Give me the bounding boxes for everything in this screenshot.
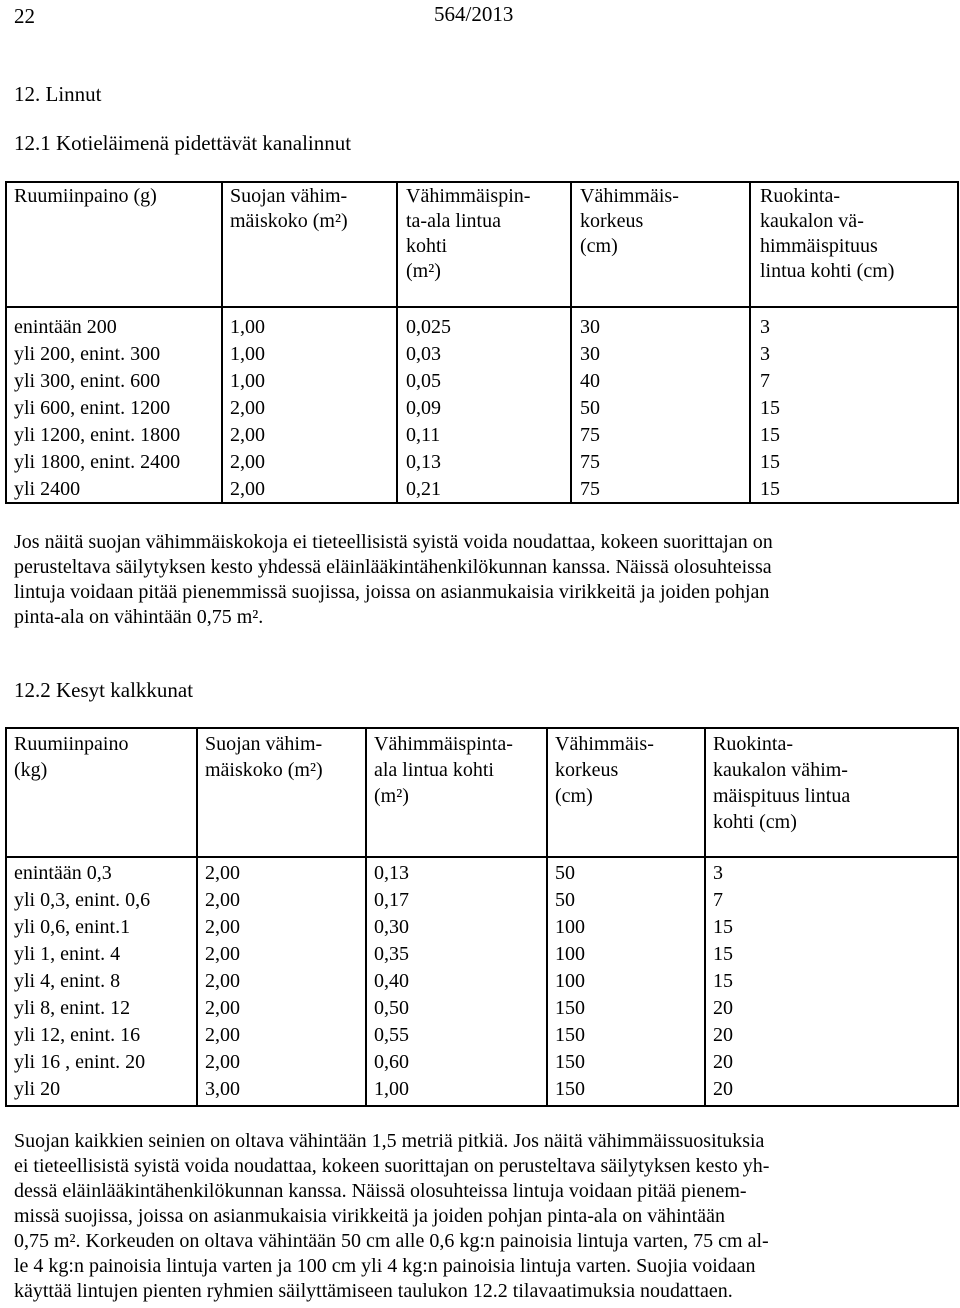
paragraph-line: dessä eläinlääkintähenkilökunnan kanssa. Näissä olosuhteissa lintuja voidaan pitää pienem- xyxy=(14,1180,747,1202)
table-cell: 0,03 xyxy=(406,343,441,365)
paragraph-line: missä suojissa, joissa on asianmukaisia virikkeitä ja joiden pohjan pinta-ala on vähintään xyxy=(14,1205,725,1227)
table-cell: 20 xyxy=(713,997,733,1019)
table-border xyxy=(570,181,572,504)
document-reference: 564/2013 xyxy=(434,2,514,26)
table-cell: 0,025 xyxy=(406,316,451,338)
table-cell: yli 4, enint. 8 xyxy=(14,970,121,992)
table-cell: yli 200, enint. 300 xyxy=(14,343,161,365)
table-cell: yli 1, enint. 4 xyxy=(14,943,121,965)
column-header: Vähimmäispinta- ala lintua kohti (m²) xyxy=(374,733,513,807)
table-cell: 100 xyxy=(555,943,585,965)
section-title-12-2: 12.2 Kesyt kalkkunat xyxy=(14,678,194,702)
table-cell: 2,00 xyxy=(205,997,240,1019)
table-cell: 3 xyxy=(760,316,770,338)
section1-note-paragraph xyxy=(14,530,956,630)
table-border xyxy=(5,856,959,858)
table-cell: 15 xyxy=(760,478,780,500)
table-cell: 0,13 xyxy=(406,451,441,473)
table-cell: 2,00 xyxy=(205,1051,240,1073)
table-cell: 0,09 xyxy=(406,397,441,419)
paragraph-line: le 4 kg:n painoisia lintuja varten ja 100 cm yli 4 kg:n painoisia lintuja varten. Suojia voidaan xyxy=(14,1255,756,1277)
table-border xyxy=(5,181,959,183)
column-header: Vähimmäispin- ta-ala lintua kohti (m²) xyxy=(406,185,531,282)
table-cell: 15 xyxy=(760,397,780,419)
paragraph-line: lintuja voidaan pitää pienemmissä suojissa, joissa on asianmukaisia virikkeitä ja joiden pohjan xyxy=(14,581,770,603)
table-cell: 1,00 xyxy=(374,1078,409,1100)
section-title-12-1: 12.1 Kotieläimenä pidettävät kanalinnut xyxy=(14,131,352,155)
column-header: Vähimmäis- korkeus (cm) xyxy=(555,733,654,807)
table-cell: 7 xyxy=(760,370,770,392)
table-border xyxy=(396,181,398,504)
table-cell: 50 xyxy=(580,397,600,419)
paragraph-line: ei tieteellisistä syistä voida noudattaa, kokeen suorittajan on perusteltava säilytyksen kesto yh- xyxy=(14,1155,770,1177)
column-header: Ruokinta- kaukalon vä- himmäispituus lintua kohti (cm) xyxy=(760,185,895,282)
table-border xyxy=(5,1105,959,1107)
table-cell: 0,13 xyxy=(374,862,409,884)
table-border xyxy=(5,727,7,1107)
table-cell: 75 xyxy=(580,478,600,500)
table-cell: 2,00 xyxy=(205,889,240,911)
table-cell: 0,17 xyxy=(374,889,409,911)
table-cell: 15 xyxy=(713,970,733,992)
table-cell: 2,00 xyxy=(205,943,240,965)
table-cell: 2,00 xyxy=(230,424,265,446)
paragraph-line: perusteltava säilytyksen kesto yhdessä eläinlääkintähenkilökunnan kanssa. Näissä olosuhteissa xyxy=(14,556,772,578)
table-cell: 150 xyxy=(555,997,585,1019)
table-cell: 20 xyxy=(713,1024,733,1046)
table-cell: 1,00 xyxy=(230,370,265,392)
table-cell: 50 xyxy=(555,862,575,884)
table-cell: 150 xyxy=(555,1078,585,1100)
table-cell: yli 600, enint. 1200 xyxy=(14,397,171,419)
page-number: 22 xyxy=(14,4,35,28)
table-cell: 2,00 xyxy=(230,478,265,500)
table-cell: 0,50 xyxy=(374,997,409,1019)
table-cell: 2,00 xyxy=(205,916,240,938)
paragraph-line: pinta-ala on vähintään 0,75 m². xyxy=(14,606,264,628)
table-cell: yli 2400 xyxy=(14,478,81,500)
table-border xyxy=(957,727,959,1107)
column-header: Ruumiinpaino (kg) xyxy=(14,733,129,781)
table-cell: yli 0,3, enint. 0,6 xyxy=(14,889,151,911)
table-cell: 15 xyxy=(713,943,733,965)
table-cell: 15 xyxy=(760,451,780,473)
column-header: Vähimmäis- korkeus (cm) xyxy=(580,185,679,257)
table-cell: 150 xyxy=(555,1051,585,1073)
table-cell: 15 xyxy=(713,916,733,938)
table-cell: 150 xyxy=(555,1024,585,1046)
table-border xyxy=(5,502,959,504)
table-cell: 40 xyxy=(580,370,600,392)
table-border xyxy=(365,727,367,1107)
table-border xyxy=(546,727,548,1107)
table-cell: enintään 200 xyxy=(14,316,117,338)
paragraph-line: 0,75 m². Korkeuden on oltava vähintään 50 cm alle 0,6 kg:n painoisia lintuja varten, 75 cm al- xyxy=(14,1230,769,1252)
paragraph-line: Jos näitä suojan vähimmäiskokoja ei tieteellisistä syistä voida noudattaa, kokeen suorittajan on xyxy=(14,531,773,553)
paragraph-line: Suojan kaikkien seinien on oltava vähintään 1,5 metriä pitkiä. Jos näitä vähimmäissuosituksia xyxy=(14,1130,765,1152)
table-cell: 0,21 xyxy=(406,478,441,500)
chapter-title: 12. Linnut xyxy=(14,82,102,106)
table-cell: 1,00 xyxy=(230,316,265,338)
table-cell: 0,05 xyxy=(406,370,441,392)
table-cell: yli 8, enint. 12 xyxy=(14,997,131,1019)
table-cell: 75 xyxy=(580,424,600,446)
table-cell: 2,00 xyxy=(205,862,240,884)
table-cell: 0,11 xyxy=(406,424,441,446)
table-cell: 0,40 xyxy=(374,970,409,992)
table-cell: 0,35 xyxy=(374,943,409,965)
column-header: Ruumiinpaino (g) xyxy=(14,185,157,207)
table-border xyxy=(749,181,751,504)
table-cell: 15 xyxy=(760,424,780,446)
table-border xyxy=(5,306,959,308)
table-cell: yli 20 xyxy=(14,1078,61,1100)
table-border xyxy=(704,727,706,1107)
column-header: Suojan vähim- mäiskoko (m²) xyxy=(230,185,348,232)
table-cell: 2,00 xyxy=(230,397,265,419)
table-cell: 0,60 xyxy=(374,1051,409,1073)
column-header: Suojan vähim- mäiskoko (m²) xyxy=(205,733,323,781)
table-cell: 50 xyxy=(555,889,575,911)
table-cell: 30 xyxy=(580,316,600,338)
table-cell: yli 1800, enint. 2400 xyxy=(14,451,181,473)
table-cell: 3 xyxy=(713,862,723,884)
table-cell: enintään 0,3 xyxy=(14,862,112,884)
table-cell: 1,00 xyxy=(230,343,265,365)
section2-note-paragraph xyxy=(14,1129,956,1304)
table-cell: 20 xyxy=(713,1051,733,1073)
table-cell: yli 12, enint. 16 xyxy=(14,1024,141,1046)
table-cell: 75 xyxy=(580,451,600,473)
table-cell: 3 xyxy=(760,343,770,365)
table-border xyxy=(221,181,223,504)
table-cell: 100 xyxy=(555,916,585,938)
table-cell: 2,00 xyxy=(205,1024,240,1046)
table-cell: 100 xyxy=(555,970,585,992)
table-border xyxy=(957,181,959,504)
table-cell: yli 0,6, enint.1 xyxy=(14,916,131,938)
table-border xyxy=(5,181,7,504)
paragraph-line: käyttää lintujen pienten ryhmien säilyttämiseen taulukon 12.2 tilavaatimuksia noudattaen. xyxy=(14,1280,733,1302)
table-cell: 2,00 xyxy=(230,451,265,473)
table-cell: 0,55 xyxy=(374,1024,409,1046)
table-cell: 3,00 xyxy=(205,1078,240,1100)
table-cell: 2,00 xyxy=(205,970,240,992)
table-cell: yli 16 , enint. 20 xyxy=(14,1051,146,1073)
table-cell: 30 xyxy=(580,343,600,365)
table-cell: yli 1200, enint. 1800 xyxy=(14,424,181,446)
table-cell: yli 300, enint. 600 xyxy=(14,370,161,392)
table-cell: 7 xyxy=(713,889,723,911)
table-border xyxy=(5,727,959,729)
column-header: Ruokinta- kaukalon vähim- mäispituus lintua kohti (cm) xyxy=(713,733,851,833)
table-border xyxy=(196,727,198,1107)
table-cell: 20 xyxy=(713,1078,733,1100)
table-cell: 0,30 xyxy=(374,916,409,938)
